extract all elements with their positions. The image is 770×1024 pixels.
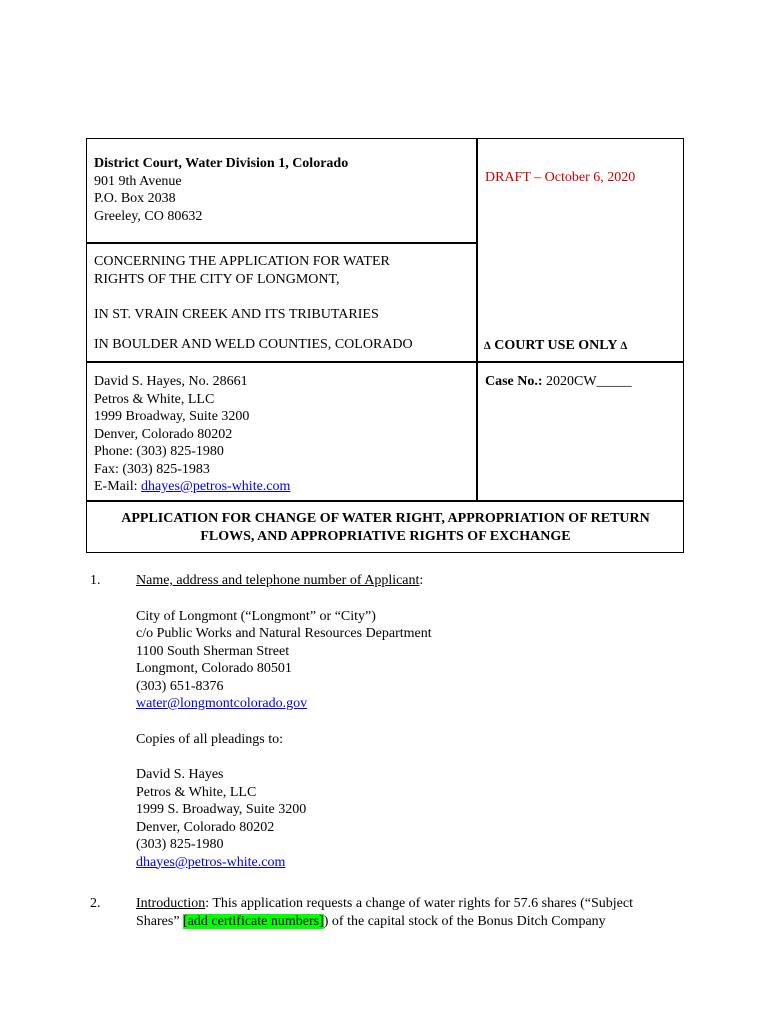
applicant-email-link[interactable]: water@longmontcolorado.gov [136, 696, 308, 711]
attorney-cell [94, 373, 290, 496]
section-2-text: ) of the capital stock of the Bonus Ditch Company [323, 913, 606, 929]
attorney-line: David S. Hayes, No. 28661 [94, 374, 248, 389]
section-1-number: 1. [90, 573, 101, 588]
applicant-line: (303) 651-8376 [136, 678, 224, 694]
section-2-number: 2. [90, 896, 101, 911]
counsel-address [136, 766, 432, 871]
concerning-line: IN ST. VRAIN CREEK AND ITS TRIBUTARIES [94, 307, 379, 322]
concerning-cell [94, 253, 413, 353]
attorney-line: Petros & White, LLC [94, 391, 215, 407]
attorney-email-link[interactable]: dhayes@petros-white.com [141, 479, 291, 494]
title-line: APPLICATION FOR CHANGE OF WATER RIGHT, APPROPRIATION OF RETURN [121, 511, 650, 526]
section-2-heading: Introduction [136, 896, 206, 911]
section-2-line [136, 895, 633, 913]
section-1-heading-suffix: : [419, 573, 424, 588]
counsel-line: Denver, Colorado 80202 [136, 819, 275, 835]
delta-icon: ∆ [484, 340, 491, 352]
caption-divider-parties [87, 361, 684, 363]
highlighted-placeholder: [add certificate numbers] [183, 913, 324, 929]
section-2-text: Shares” [136, 913, 184, 929]
section-1-heading: Name, address and telephone number of Applicant [136, 573, 420, 588]
section-1 [136, 572, 432, 871]
copies-label: Copies of all pleadings to: [136, 731, 283, 747]
court-address-line: Greeley, CO 80632 [94, 208, 203, 224]
counsel-line: David S. Hayes [136, 767, 224, 782]
caption-table [86, 138, 684, 553]
delta-icon: ∆ [620, 340, 628, 352]
section-2-line [136, 913, 633, 931]
email-label: E-Mail: [94, 479, 142, 494]
caption-divider-title [87, 500, 684, 502]
applicant-address [136, 608, 432, 713]
attorney-email-line [94, 478, 290, 496]
counsel-email-link[interactable]: dhayes@petros-white.com [136, 854, 286, 870]
case-label: Case No.: [485, 374, 543, 389]
counsel-line: (303) 825-1980 [136, 837, 224, 852]
case-number [485, 373, 632, 391]
concerning-line: CONCERNING THE APPLICATION FOR WATER [94, 254, 390, 269]
court-address-line: 901 9th Avenue [94, 173, 182, 189]
counsel-line: 1999 S. Broadway, Suite 3200 [136, 802, 307, 817]
concerning-line: IN BOULDER AND WELD COUNTIES, COLORADO [94, 336, 413, 352]
section-2 [136, 895, 633, 930]
court-cell [94, 155, 348, 225]
court-use-label: COURT USE ONLY [494, 338, 617, 353]
draft-label: DRAFT – October 6, 2020 [485, 170, 636, 185]
applicant-line: 1100 South Sherman Street [136, 643, 290, 659]
court-name: District Court, Water Division 1, Colorado [94, 156, 349, 171]
attorney-line: Denver, Colorado 80202 [94, 426, 233, 442]
attorney-line: Phone: (303) 825-1980 [94, 444, 224, 459]
court-use-only [484, 337, 627, 356]
document-title [87, 510, 684, 545]
court-address-line: P.O. Box 2038 [94, 191, 176, 206]
caption-vertical-divider [476, 139, 478, 501]
case-value: 2020CW_____ [542, 374, 632, 389]
counsel-line: Petros & White, LLC [136, 784, 257, 800]
applicant-line: Longmont, Colorado 80501 [136, 661, 292, 676]
caption-divider-court [87, 242, 477, 244]
applicant-line: c/o Public Works and Natural Resources Department [136, 626, 432, 641]
title-line: FLOWS, AND APPROPRIATIVE RIGHTS OF EXCHANGE [200, 528, 571, 544]
concerning-line: RIGHTS OF THE CITY OF LONGMONT, [94, 271, 340, 287]
attorney-line: 1999 Broadway, Suite 3200 [94, 409, 250, 424]
section-2-text: : This application requests a change of water rights for 57.6 shares (“Subject [205, 896, 633, 911]
section-1-heading-line [136, 572, 432, 590]
applicant-line: City of Longmont (“Longmont” or “City”) [136, 608, 376, 624]
attorney-line: Fax: (303) 825-1983 [94, 461, 210, 477]
